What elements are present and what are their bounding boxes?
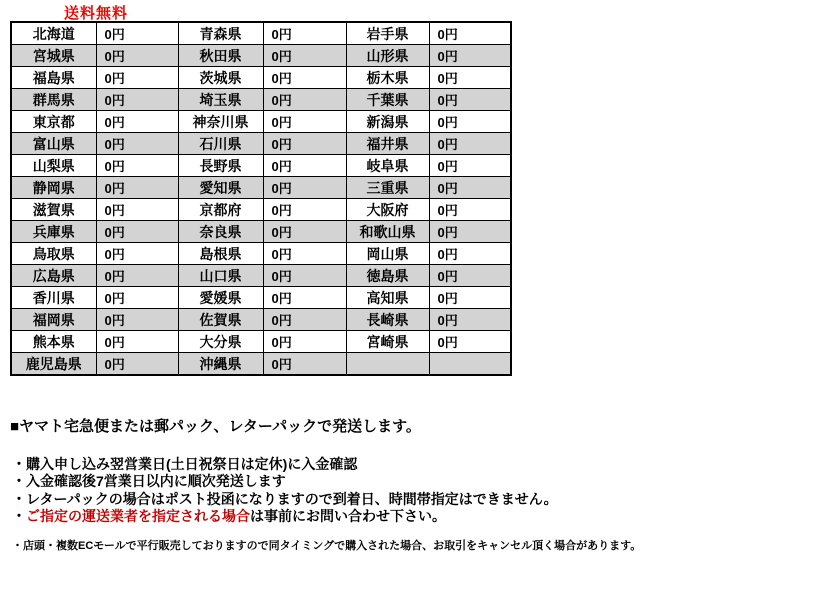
- fee-cell: 0円: [263, 265, 346, 287]
- prefecture-cell: 和歌山県: [346, 221, 429, 243]
- fee-cell: 0円: [263, 22, 346, 45]
- fee-cell: 0円: [263, 89, 346, 111]
- fee-table-body: [11, 22, 511, 375]
- prefecture-cell: 熊本県: [11, 331, 96, 353]
- prefecture-cell: 鹿児島県: [11, 353, 96, 376]
- fee-cell: 0円: [429, 89, 511, 111]
- table-row: [11, 353, 511, 376]
- prefecture-cell: 滋賀県: [11, 199, 96, 221]
- shipping-fee-table-container: [10, 21, 512, 376]
- fee-cell: 0円: [429, 22, 511, 45]
- prefecture-cell: 静岡県: [11, 177, 96, 199]
- bullet-marker: ・: [12, 456, 26, 472]
- prefecture-cell: 山形県: [346, 45, 429, 67]
- fee-cell: 0円: [263, 221, 346, 243]
- prefecture-cell: 奈良県: [178, 221, 263, 243]
- prefecture-cell: 富山県: [11, 133, 96, 155]
- fee-cell: 0円: [263, 133, 346, 155]
- fee-cell: 0円: [96, 309, 178, 331]
- table-row: [11, 45, 511, 67]
- note-text: レターパックの場合はポスト投函になりますので到着日、時間帯指定はできません。: [26, 490, 558, 507]
- fee-cell: 0円: [263, 287, 346, 309]
- note-text: 購入申し込み翌営業日(土日祝祭日は定休)に入金確認: [26, 456, 358, 472]
- fee-cell: 0円: [96, 111, 178, 133]
- note-line: [12, 508, 558, 525]
- table-row: [11, 155, 511, 177]
- prefecture-cell: 福井県: [346, 133, 429, 155]
- table-row: [11, 331, 511, 353]
- prefecture-cell: 愛媛県: [178, 287, 263, 309]
- prefecture-cell: 広島県: [11, 265, 96, 287]
- fee-cell: 0円: [263, 111, 346, 133]
- prefecture-cell: 佐賀県: [178, 309, 263, 331]
- fee-cell: 0円: [96, 89, 178, 111]
- footnote: ・店頭・複数ECモールで平行販売しておりますので同タイミングで購入された場合、お取引をキャンセル頂く場合があります。: [12, 540, 642, 552]
- fee-cell: 0円: [96, 199, 178, 221]
- fee-cell: 0円: [96, 265, 178, 287]
- prefecture-cell: 福島県: [11, 67, 96, 89]
- fee-cell: 0円: [263, 177, 346, 199]
- fee-cell: 0円: [96, 22, 178, 45]
- table-row: [11, 221, 511, 243]
- bullet-marker: ・: [12, 473, 26, 490]
- fee-cell: 0円: [263, 155, 346, 177]
- fee-cell: 0円: [429, 67, 511, 89]
- fee-cell: 0円: [96, 133, 178, 155]
- prefecture-cell: 長野県: [178, 155, 263, 177]
- prefecture-cell: 沖縄県: [178, 353, 263, 376]
- prefecture-cell: 東京都: [11, 111, 96, 133]
- table-row: [11, 111, 511, 133]
- free-shipping-label: 送料無料: [64, 5, 129, 22]
- table-row: [11, 67, 511, 89]
- prefecture-cell: 栃木県: [346, 67, 429, 89]
- prefecture-cell: 茨城県: [178, 67, 263, 89]
- fee-cell: 0円: [263, 331, 346, 353]
- fee-cell: 0円: [429, 309, 511, 331]
- prefecture-cell: 北海道: [11, 22, 96, 45]
- prefecture-cell: 埼玉県: [178, 89, 263, 111]
- prefecture-cell: [346, 353, 429, 376]
- fee-cell: 0円: [96, 45, 178, 67]
- note-text-red: ご指定の運送業者を指定される場合: [26, 508, 250, 525]
- prefecture-cell: 岩手県: [346, 22, 429, 45]
- fee-cell: 0円: [429, 133, 511, 155]
- fee-cell: 0円: [96, 331, 178, 353]
- prefecture-cell: 三重県: [346, 177, 429, 199]
- fee-cell: 0円: [263, 67, 346, 89]
- fee-cell: 0円: [96, 155, 178, 177]
- prefecture-cell: 宮城県: [11, 45, 96, 67]
- prefecture-cell: 大阪府: [346, 199, 429, 221]
- prefecture-cell: 高知県: [346, 287, 429, 309]
- fee-cell: 0円: [429, 177, 511, 199]
- table-row: [11, 177, 511, 199]
- prefecture-cell: 神奈川県: [178, 111, 263, 133]
- fee-cell: 0円: [96, 287, 178, 309]
- table-row: [11, 89, 511, 111]
- note-text: 入金確認後7営業日以内に順次発送します: [26, 473, 286, 490]
- fee-cell: 0円: [429, 45, 511, 67]
- fee-cell: 0円: [429, 331, 511, 353]
- fee-cell: 0円: [263, 353, 346, 376]
- fee-cell: 0円: [429, 221, 511, 243]
- fee-cell: 0円: [263, 45, 346, 67]
- note-text: は事前にお問い合わせ下さい。: [250, 508, 446, 525]
- shipping-method-note: ■ヤマト宅急便または郵パック、レターパックで発送します。: [10, 418, 421, 435]
- prefecture-cell: 宮崎県: [346, 331, 429, 353]
- fee-cell: 0円: [96, 177, 178, 199]
- table-row: [11, 133, 511, 155]
- prefecture-cell: 岡山県: [346, 243, 429, 265]
- fee-cell: 0円: [96, 353, 178, 376]
- fee-cell: 0円: [429, 111, 511, 133]
- prefecture-cell: 島根県: [178, 243, 263, 265]
- prefecture-cell: 大分県: [178, 331, 263, 353]
- table-row: [11, 287, 511, 309]
- bullet-marker: ・: [12, 490, 26, 507]
- fee-cell: 0円: [429, 155, 511, 177]
- fee-cell: 0円: [96, 243, 178, 265]
- prefecture-cell: 秋田県: [178, 45, 263, 67]
- note-line: [12, 491, 558, 508]
- prefecture-cell: 千葉県: [346, 89, 429, 111]
- table-row: [11, 243, 511, 265]
- fee-cell: 0円: [263, 199, 346, 221]
- fee-cell: 0円: [263, 309, 346, 331]
- prefecture-cell: 山梨県: [11, 155, 96, 177]
- prefecture-cell: 新潟県: [346, 111, 429, 133]
- fee-cell: 0円: [96, 221, 178, 243]
- prefecture-cell: 長崎県: [346, 309, 429, 331]
- prefecture-cell: 石川県: [178, 133, 263, 155]
- table-row: [11, 309, 511, 331]
- prefecture-cell: 鳥取県: [11, 243, 96, 265]
- fee-cell: [429, 353, 511, 376]
- prefecture-cell: 福岡県: [11, 309, 96, 331]
- prefecture-cell: 山口県: [178, 265, 263, 287]
- prefecture-cell: 群馬県: [11, 89, 96, 111]
- fee-cell: 0円: [429, 199, 511, 221]
- fee-cell: 0円: [429, 265, 511, 287]
- notes-list: [12, 456, 558, 526]
- prefecture-cell: 京都府: [178, 199, 263, 221]
- bullet-marker: ・: [12, 508, 26, 525]
- prefecture-cell: 青森県: [178, 22, 263, 45]
- prefecture-cell: 岐阜県: [346, 155, 429, 177]
- table-row: [11, 199, 511, 221]
- fee-cell: 0円: [96, 67, 178, 89]
- table-row: [11, 22, 511, 45]
- note-line: [12, 473, 558, 490]
- fee-cell: 0円: [429, 287, 511, 309]
- fee-cell: 0円: [429, 243, 511, 265]
- note-line: [12, 456, 558, 473]
- fee-cell: 0円: [263, 243, 346, 265]
- prefecture-cell: 香川県: [11, 287, 96, 309]
- prefecture-cell: 兵庫県: [11, 221, 96, 243]
- prefecture-cell: 愛知県: [178, 177, 263, 199]
- prefecture-cell: 徳島県: [346, 265, 429, 287]
- shipping-fee-table: [10, 21, 512, 376]
- table-row: [11, 265, 511, 287]
